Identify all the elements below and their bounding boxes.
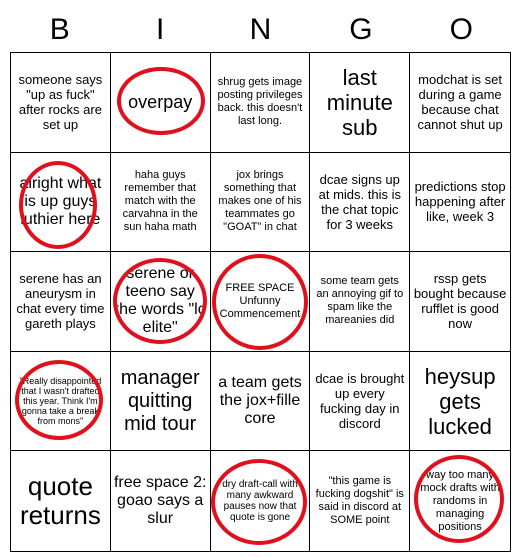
cell-text: "Really disappointed that I wasn't drafted this year. Think I'm gonna take a break from mons" bbox=[19, 376, 102, 427]
cell-text: dry draft-call with many awkward pauses now that quote is gone bbox=[222, 479, 298, 524]
cell-text: shrug gets image posting privileges back. this doesn't last long. bbox=[217, 76, 303, 128]
cell-text: way too many mock drafts with randoms in managing positions bbox=[420, 468, 500, 533]
bingo-header bbox=[10, 0, 512, 52]
bingo-cell-g1[interactable] bbox=[310, 53, 410, 153]
cell-text: predictions stop happening after like, week 3 bbox=[414, 179, 506, 225]
header-letter-o: O bbox=[449, 13, 474, 46]
cell-text: dcae signs up at mids. this is the chat topic for 3 weeks bbox=[318, 171, 401, 232]
bingo-cell-g4[interactable] bbox=[310, 352, 410, 452]
bingo-cell-g3[interactable] bbox=[310, 252, 410, 352]
cell-text: modchat is set during a game because chat cannot shut up bbox=[417, 72, 503, 133]
bingo-cell-n5[interactable] bbox=[211, 451, 311, 551]
cell-text: last minute sub bbox=[326, 64, 393, 140]
bingo-grid bbox=[10, 52, 511, 552]
cell-text: alright what is up guys luthier here bbox=[19, 174, 102, 228]
bingo-cell-n1[interactable] bbox=[211, 53, 311, 153]
bingo-cell-n4[interactable] bbox=[211, 352, 311, 452]
cell-text: heysup gets lucked bbox=[424, 363, 496, 439]
bingo-cell-b4[interactable] bbox=[11, 352, 111, 452]
bingo-cell-o5[interactable] bbox=[410, 451, 510, 551]
cell-text: quote returns bbox=[19, 471, 101, 531]
header-letter-n: N bbox=[249, 13, 273, 46]
bingo-cell-g2[interactable] bbox=[310, 153, 410, 253]
bingo-cell-i2[interactable] bbox=[111, 153, 211, 253]
cell-text: overpay bbox=[128, 91, 193, 112]
cell-text: FREE SPACE Unfunny Commencement bbox=[219, 281, 301, 320]
bingo-cell-o4[interactable] bbox=[410, 352, 510, 452]
bingo-cell-b1[interactable] bbox=[11, 53, 111, 153]
cell-text: serene or teeno say the words "lc elite" bbox=[114, 265, 206, 337]
bingo-cell-n3[interactable] bbox=[211, 252, 311, 352]
bingo-cell-i4[interactable] bbox=[111, 352, 211, 452]
cell-text: a team gets the jox+fille core bbox=[218, 374, 302, 428]
bingo-cell-b2[interactable] bbox=[11, 153, 111, 253]
cell-text: serene has an aneurysm in chat every time gareth plays bbox=[16, 271, 105, 332]
bingo-cell-n2[interactable] bbox=[211, 153, 311, 253]
header-letter-i: I bbox=[155, 13, 166, 46]
cell-text: dcae is brought up every fucking day in discord bbox=[315, 371, 405, 432]
bingo-cell-b5[interactable] bbox=[11, 451, 111, 551]
bingo-cell-b3[interactable] bbox=[11, 252, 111, 352]
bingo-cell-i5[interactable] bbox=[111, 451, 211, 551]
bingo-cell-i1[interactable] bbox=[111, 53, 211, 153]
cell-text: "this game is fucking dogshit" is said in discord at SOME point bbox=[315, 475, 404, 527]
header-letter-g: G bbox=[349, 13, 374, 46]
bingo-cell-g5[interactable] bbox=[310, 451, 410, 551]
cell-text: haha guys remember that match with the carvahna in the sun haha math bbox=[122, 169, 198, 234]
bingo-cell-o1[interactable] bbox=[410, 53, 510, 153]
cell-text: free space 2: goao says a slur bbox=[113, 474, 207, 528]
bingo-cell-o3[interactable] bbox=[410, 252, 510, 352]
bingo-cell-i3[interactable] bbox=[111, 252, 211, 352]
bingo-cell-o2[interactable] bbox=[410, 153, 510, 253]
cell-text: some team gets an annoying gif to spam like the mareanies did bbox=[316, 275, 404, 327]
cell-text: rssp gets bought because rufflet is good now bbox=[413, 271, 507, 332]
cell-text: manager quitting mid tour bbox=[120, 366, 200, 435]
cell-text: someone says "up as fuck" after rocks are set up bbox=[18, 72, 103, 133]
header-letter-b: B bbox=[49, 13, 71, 46]
cell-text: jox brings something that makes one of his teammates go "GOAT" in chat bbox=[218, 169, 302, 234]
